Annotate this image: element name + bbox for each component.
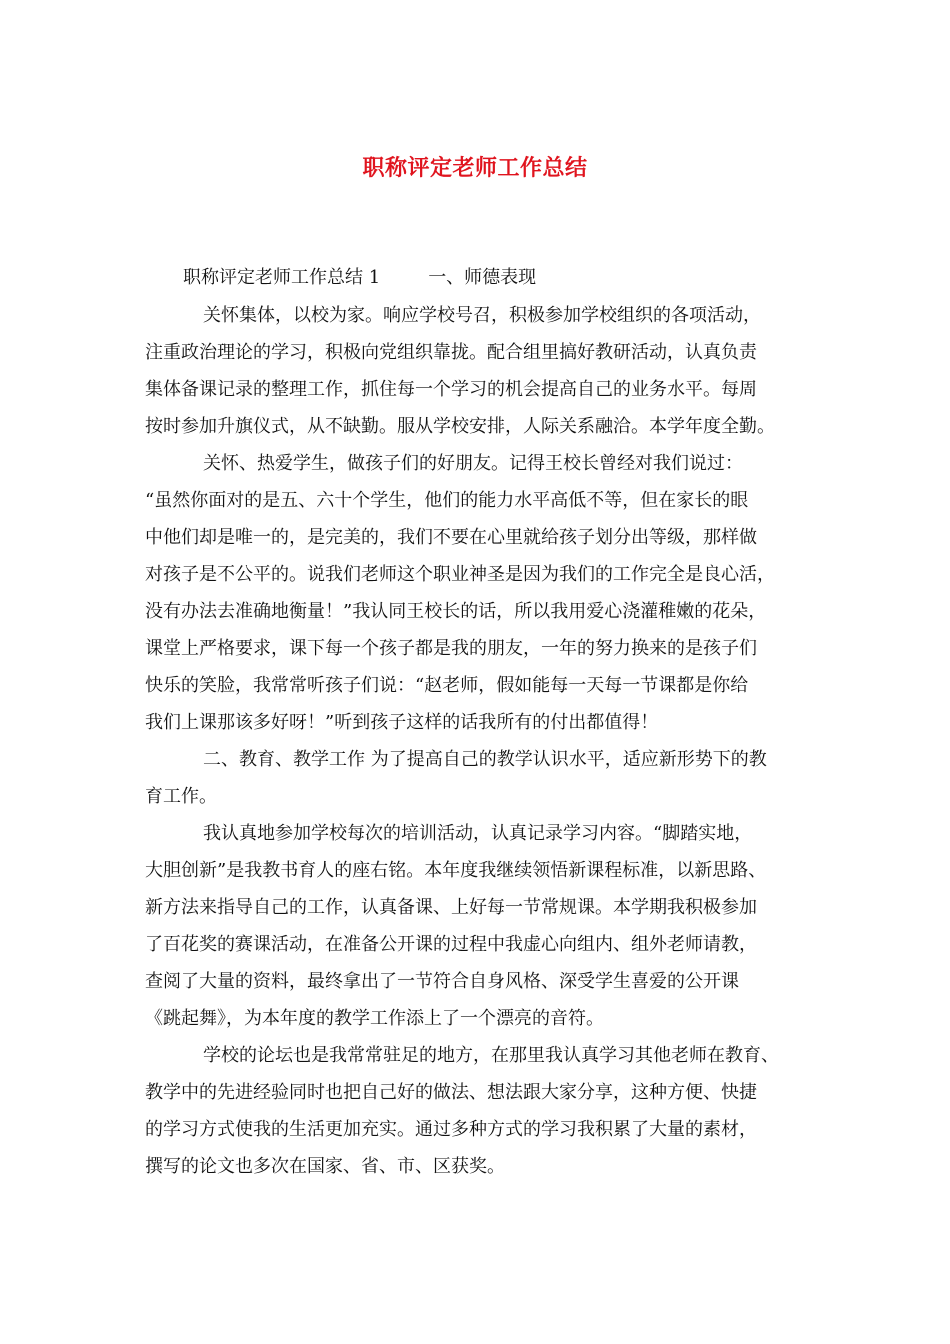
- paragraph-line: 集体备课记录的整理工作，抓住每一个学习的机会提高自己的业务水平。每周: [145, 379, 757, 400]
- paragraph-line: 育工作。: [145, 786, 217, 807]
- paragraph-line: 注重政治理论的学习，积极向党组织靠拢。配合组里搞好教研活动，认真负责: [145, 342, 757, 363]
- paragraph-line: 撰写的论文也多次在国家、省、市、区获奖。: [145, 1156, 505, 1177]
- paragraph-line: “虽然你面对的是五、六十个学生，他们的能力水平高低不等，但在家长的眼: [145, 490, 749, 511]
- paragraph-line: 关怀、热爱学生，做孩子们的好朋友。记得王校长曾经对我们说过：: [203, 453, 743, 474]
- paragraph-line: 我认真地参加学校每次的培训活动，认真记录学习内容。“脚踏实地，: [203, 823, 753, 844]
- paragraph-line: 了百花奖的赛课活动，在准备公开课的过程中我虚心向组内、组外老师请教，: [145, 934, 757, 955]
- paragraph-line: 二、教育、教学工作 为了提高自己的教学认识水平，适应新形势下的教: [203, 749, 767, 770]
- paragraph-line: 《跳起舞》，为本年度的教学工作添上了一个漂亮的音符。: [145, 1008, 604, 1029]
- paragraph-line: 没有办法去准确地衡量！”我认同王校长的话，所以我用爱心浇灌稚嫩的花朵，: [145, 601, 767, 622]
- paragraph-line: 课堂上严格要求，课下每一个孩子都是我的朋友，一年的努力换来的是孩子们: [145, 638, 757, 659]
- paragraph-line: 我们上课那该多好呀！”听到孩子这样的话我所有的付出都值得！: [145, 712, 659, 733]
- document-subtitle: 职称评定老师工作总结 1: [183, 267, 381, 288]
- paragraph-line: 的学习方式使我的生活更加充实。通过多种方式的学习我积累了大量的素材，: [145, 1119, 757, 1140]
- paragraph-line: 关怀集体，以校为家。响应学校号召，积极参加学校组织的各项活动，: [203, 305, 761, 326]
- document-subtitle-row: [183, 264, 536, 292]
- paragraph-line: 对孩子是不公平的。说我们老师这个职业神圣是因为我们的工作完全是良心活，: [145, 564, 775, 585]
- section-heading-ethics: 一、师德表现: [428, 267, 537, 288]
- paragraph-line: 查阅了大量的资料，最终拿出了一节符合自身风格、深受学生喜爱的公开课: [145, 971, 739, 992]
- paragraph-line: 快乐的笑脸，我常常听孩子们说：“赵老师，假如能每一天每一节课都是你给: [145, 675, 749, 696]
- paragraph-line: 按时参加升旗仪式，从不缺勤。服从学校安排，人际关系融洽。本学年度全勤。: [145, 416, 775, 437]
- paragraph-line: 新方法来指导自己的工作，认真备课、上好每一节常规课。本学期我积极参加: [145, 897, 757, 918]
- paragraph-line: 中他们却是唯一的，是完美的，我们不要在心里就给孩子划分出等级，那样做: [145, 527, 757, 548]
- paragraph-line: 教学中的先进经验同时也把自己好的做法、想法跟大家分享，这种方便、快捷: [145, 1082, 757, 1103]
- document-title: 职称评定老师工作总结: [362, 155, 588, 181]
- paragraph-line: 大胆创新”是我教书育人的座右铭。本年度我继续领悟新课程标准，以新思路、: [145, 860, 767, 881]
- paragraph-line: 学校的论坛也是我常常驻足的地方，在那里我认真学习其他老师在教育、: [203, 1045, 779, 1066]
